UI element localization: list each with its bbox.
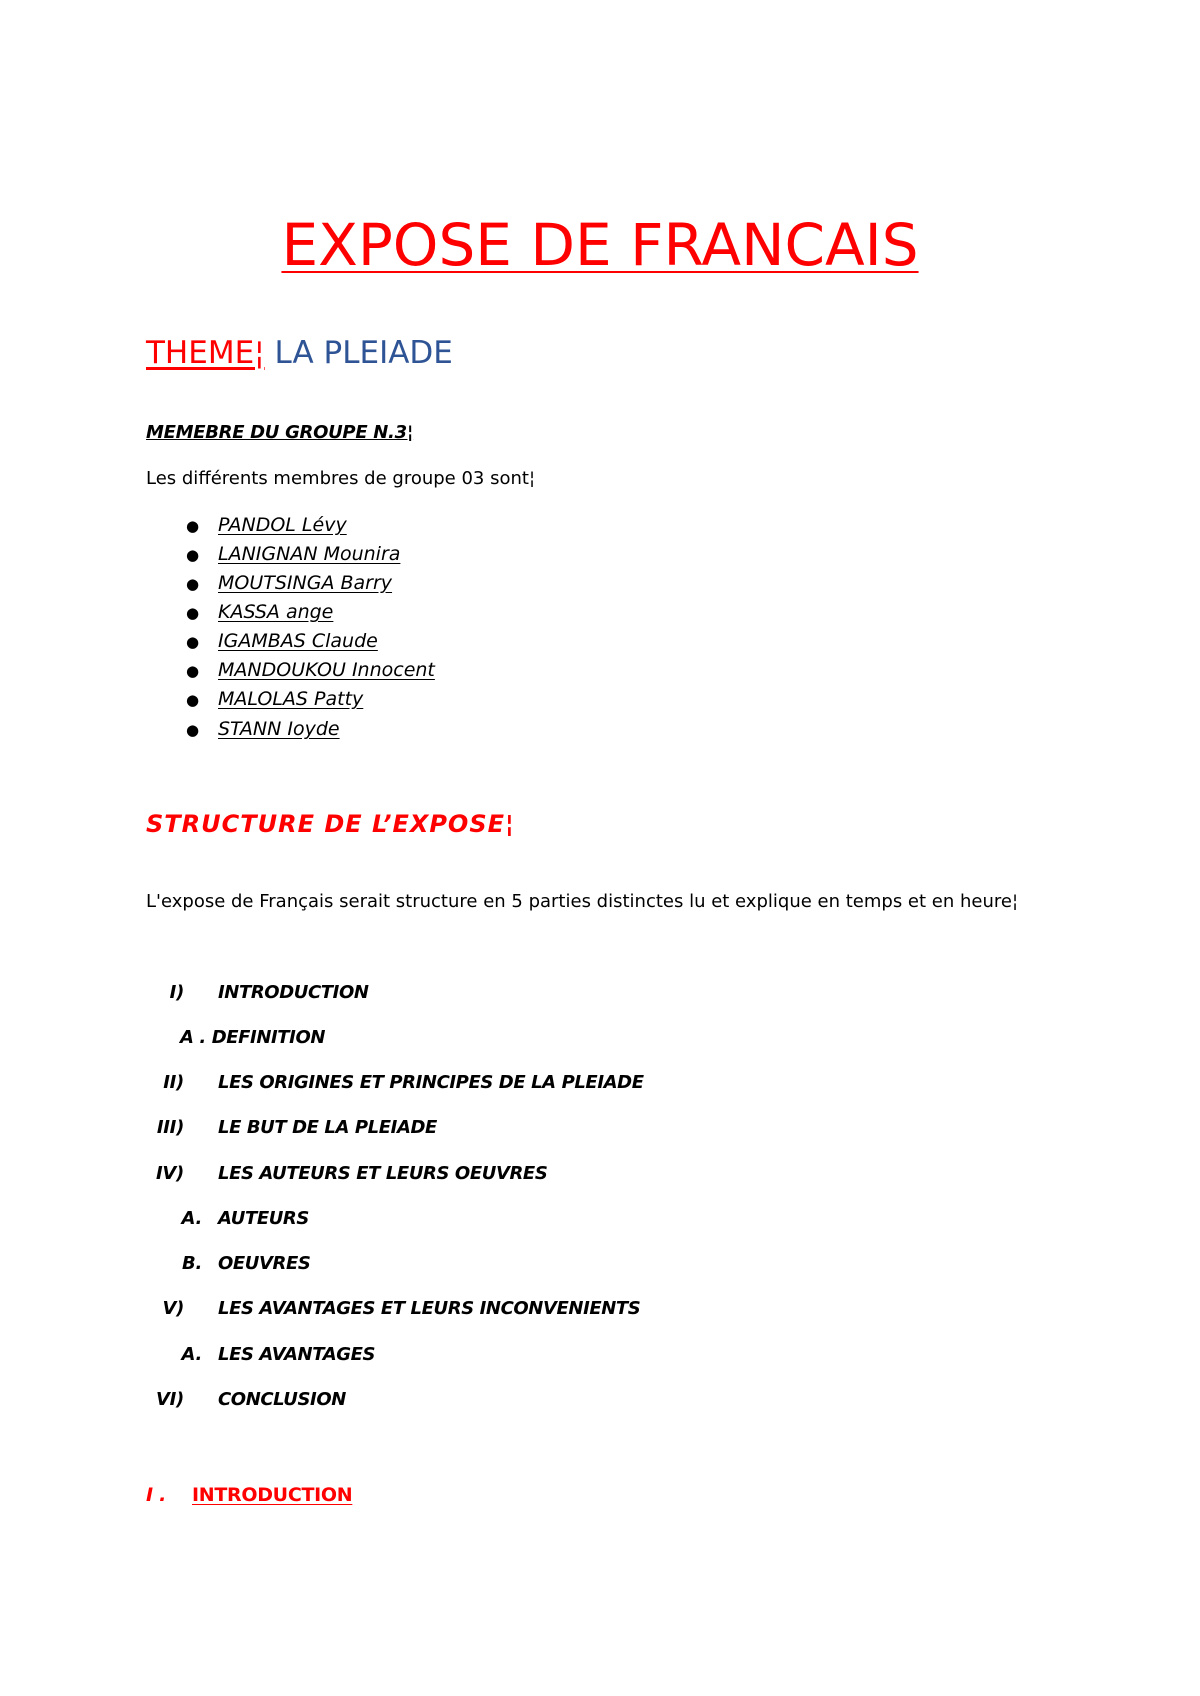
bullet-icon: ● — [186, 633, 200, 651]
document-title: EXPOSE DE FRANCAIS — [281, 211, 919, 279]
bullet-icon: ● — [186, 517, 200, 535]
list-item — [186, 686, 363, 713]
list-item — [186, 628, 378, 655]
introduction-heading — [146, 1482, 352, 1508]
member-name: MALOLAS Patty — [218, 688, 364, 710]
member-name: STANN Ioyde — [218, 718, 340, 740]
member-name: MOUTSINGA Barry — [218, 572, 393, 594]
outline-item: LES AVANTAGES — [218, 1344, 376, 1365]
member-name: KASSA ange — [218, 601, 334, 623]
theme-value: LA PLEIADE — [274, 335, 453, 371]
outline-item: OEUVRES — [218, 1253, 311, 1274]
members-intro: Les différents membres de groupe 03 sont¦ — [146, 468, 536, 489]
outline-item: AUTEURS — [218, 1208, 309, 1229]
list-item — [186, 512, 347, 539]
outline-number: VI) — [156, 1389, 184, 1410]
member-name: LANIGNAN Mounira — [218, 543, 401, 565]
outline-number: A. — [181, 1208, 202, 1229]
outline-item: LE BUT DE LA PLEIADE — [218, 1117, 437, 1138]
bullet-icon: ● — [186, 604, 200, 622]
outline-item: A . DEFINITION — [180, 1027, 326, 1048]
structure-heading: STRUCTURE DE L’EXPOSE¦ — [146, 810, 515, 838]
outline-number: I) — [169, 982, 184, 1003]
bullet-icon: ● — [186, 721, 200, 739]
outline-item: INTRODUCTION — [218, 982, 369, 1003]
outline-number: B. — [182, 1253, 202, 1274]
list-item — [186, 570, 392, 597]
theme-label: THEME¦ — [146, 335, 265, 371]
outline-number: IV) — [156, 1163, 184, 1184]
bullet-icon: ● — [186, 575, 200, 593]
bullet-icon: ● — [186, 662, 200, 680]
list-item — [186, 657, 435, 684]
outline-number: III) — [156, 1117, 184, 1138]
member-name: IGAMBAS Claude — [218, 630, 378, 652]
introduction-label: INTRODUCTION — [192, 1484, 353, 1506]
introduction-number: I . — [146, 1484, 167, 1506]
outline-item: LES AUTEURS ET LEURS OEUVRES — [218, 1163, 548, 1184]
list-item — [186, 716, 340, 743]
theme-line — [146, 333, 453, 373]
member-name: PANDOL Lévy — [218, 514, 347, 536]
structure-intro: L'expose de Français serait structure en 5 parties distinctes lu et explique en temps et en heure¦ — [146, 891, 1019, 912]
bullet-icon: ● — [186, 691, 200, 709]
outline-number: V) — [162, 1298, 184, 1319]
outline-item: CONCLUSION — [218, 1389, 346, 1410]
bullet-icon: ● — [186, 546, 200, 564]
outline-item: LES ORIGINES ET PRINCIPES DE LA PLEIADE — [218, 1072, 644, 1093]
list-item — [186, 599, 333, 626]
group-heading: MEMEBRE DU GROUPE N.3¦ — [146, 422, 414, 443]
member-name: MANDOUKOU Innocent — [218, 659, 435, 681]
outline-item: LES AVANTAGES ET LEURS INCONVENIENTS — [218, 1298, 641, 1319]
outline-number: A. — [181, 1344, 202, 1365]
list-item — [186, 541, 400, 568]
outline-number: II) — [163, 1072, 184, 1093]
